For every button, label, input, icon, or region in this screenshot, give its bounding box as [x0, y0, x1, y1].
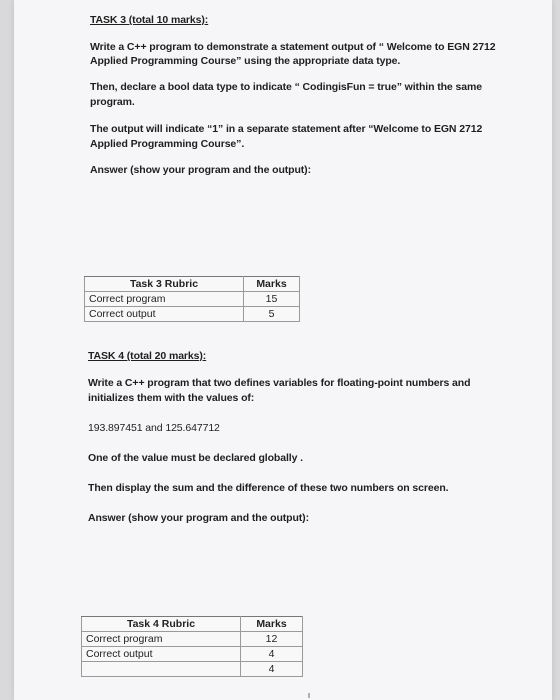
task4-answer-prompt: Answer (show your program and the output):	[88, 512, 309, 524]
task3-title: TASK 3 (total 10 marks):	[90, 14, 209, 26]
task4-rubric-table	[81, 616, 303, 677]
rubric-header-task: Task 3 Rubric	[85, 277, 244, 292]
table-row	[85, 307, 300, 322]
rubric-header-task: Task 4 Rubric	[82, 617, 241, 632]
task3-text-line2: Applied Programming Course” using the appropriate data type.	[90, 55, 401, 67]
task3-text-line5: The output will indicate “1” in a separate statement after “Welcome to EGN 2712	[90, 123, 483, 135]
rubric-cell-label: Correct output	[82, 647, 241, 662]
rubric-cell-marks: 15	[244, 292, 300, 307]
task3-answer-prompt: Answer (show your program and the output):	[90, 164, 311, 176]
task4-text-line1: Write a C++ program that two defines variables for floating-point numbers and	[88, 377, 471, 389]
task4-values: 193.897451 and 125.647712	[88, 422, 220, 434]
rubric-cell-label: Correct program	[85, 292, 244, 307]
table-row	[82, 662, 303, 677]
rubric-header-marks: Marks	[241, 617, 303, 632]
table-row	[82, 647, 303, 662]
task4-display-instruction: Then display the sum and the difference of these two numbers on screen.	[88, 482, 449, 494]
table-header-row	[85, 277, 300, 292]
rubric-cell-marks: 12	[241, 632, 303, 647]
task4-text-line2: initializes them with the values of:	[88, 392, 255, 404]
page-mark	[308, 693, 310, 698]
task3-text-line3: Then, declare a bool data type to indicate “ CodingisFun = true” within the same	[90, 81, 482, 93]
task3-text-line1: Write a C++ program to demonstrate a statement output of “ Welcome to EGN 2712	[90, 41, 496, 53]
rubric-cell-label: Correct output	[85, 307, 244, 322]
task3-rubric-table	[84, 276, 300, 322]
task4-global-note: One of the value must be declared globally .	[88, 452, 303, 464]
rubric-cell-label: Correct program	[82, 632, 241, 647]
table-header-row	[82, 617, 303, 632]
task3-text-line6: Applied Programming Course”.	[90, 138, 245, 150]
rubric-cell-marks: 5	[244, 307, 300, 322]
rubric-cell-label	[82, 662, 241, 677]
table-row	[82, 632, 303, 647]
task4-title: TASK 4 (total 20 marks):	[88, 350, 207, 362]
rubric-cell-marks: 4	[241, 662, 303, 677]
document-page	[14, 0, 552, 700]
table-row	[85, 292, 300, 307]
rubric-header-marks: Marks	[244, 277, 300, 292]
task3-text-line4: program.	[90, 96, 135, 108]
rubric-cell-marks: 4	[241, 647, 303, 662]
